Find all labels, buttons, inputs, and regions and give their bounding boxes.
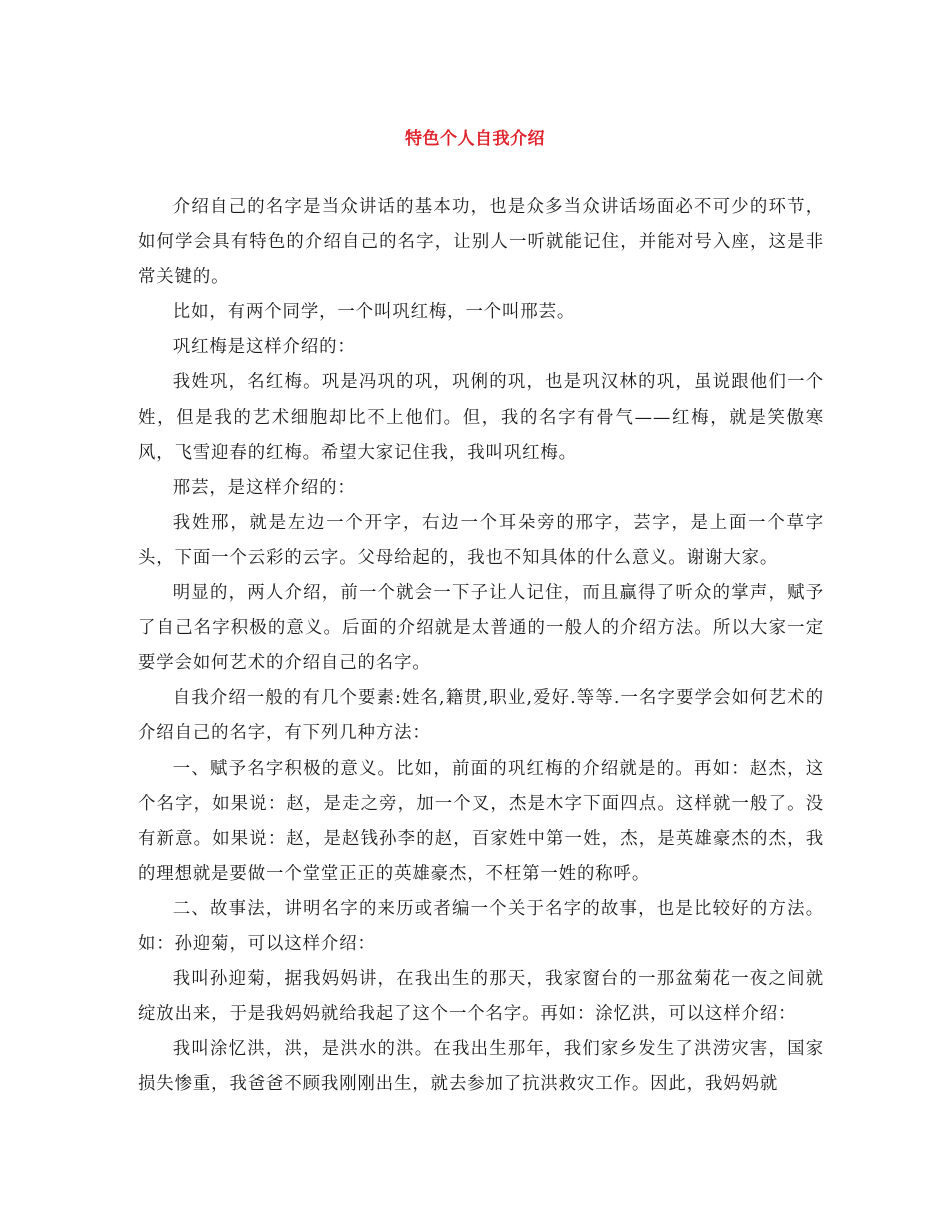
paragraph: 我叫涂忆洪，洪，是洪水的洪。在我出生那年，我们家乡发生了洪涝灾害，国家损失惨重，我爸爸不顾我刚刚出生，就去参加了抗洪救灾工作。因此，我妈妈就 [138,1039,824,1095]
paragraph: 我姓邢，就是左边一个开字，右边一个耳朵旁的邢字，芸字，是上面一个草字头，下面一个云彩的云字。父母给起的，我也不知具体的什么意义。谢谢大家。 [138,512,824,568]
paragraph: 自我介绍一般的有几个要素:姓名,籍贯,职业,爱好.等等.一名字要学会如何艺术的介绍自己的名字，有下列几种方法： [138,688,824,744]
paragraph: 我叫孙迎菊，据我妈妈讲，在我出生的那天，我家窗台的一那盆菊花一夜之间就绽放出来，于是我妈妈就给我起了这个一个名字。再如：涂忆洪，可以这样介绍： [138,969,824,1025]
paragraph: 巩红梅是这样介绍的： [172,337,356,358]
paragraph: 一、赋予名字积极的意义。比如，前面的巩红梅的介绍就是的。再如：赵杰，这个名字，如果说：赵，是走之旁，加一个叉，杰是木字下面四点。这样就一般了。没有新意。如果说：赵，是赵钱孙李的赵，百家姓中第一姓，杰，是英雄豪杰的杰，我的理想就是要做一个堂堂正正的英雄豪杰，不枉第一姓的称呼。 [138,758,824,884]
document-body [138,190,824,1102]
document-title: 特色个人自我介绍 [405,129,545,149]
paragraph: 比如，有两个同学，一个叫巩红梅，一个叫邢芸。 [172,302,576,323]
paragraph: 邢芸，是这样介绍的： [172,477,356,498]
paragraph: 介绍自己的名字是当众讲话的基本功，也是众多当众讲话场面必不可少的环节，如何学会具有特色的介绍自己的名字，让别人一听就能记住，并能对号入座，这是非常关键的。 [138,197,824,288]
paragraph: 我姓巩，名红梅。巩是冯巩的巩，巩俐的巩，也是巩汉林的巩，虽说跟他们一个姓，但是我的艺术细胞却比不上他们。但，我的名字有骨气——红梅，就是笑傲寒风，飞雪迎春的红梅。希望大家记住我，我叫巩红梅。 [138,372,824,463]
paragraph: 明显的，两人介绍，前一个就会一下子让人记住，而且赢得了听众的掌声，赋予了自己名字积极的意义。后面的介绍就是太普通的一般人的介绍方法。所以大家一定要学会如何艺术的介绍自己的名字。 [138,583,824,674]
paragraph: 二、故事法，讲明名字的来历或者编一个关于名字的故事，也是比较好的方法。如：孙迎菊，可以这样介绍： [138,898,824,954]
